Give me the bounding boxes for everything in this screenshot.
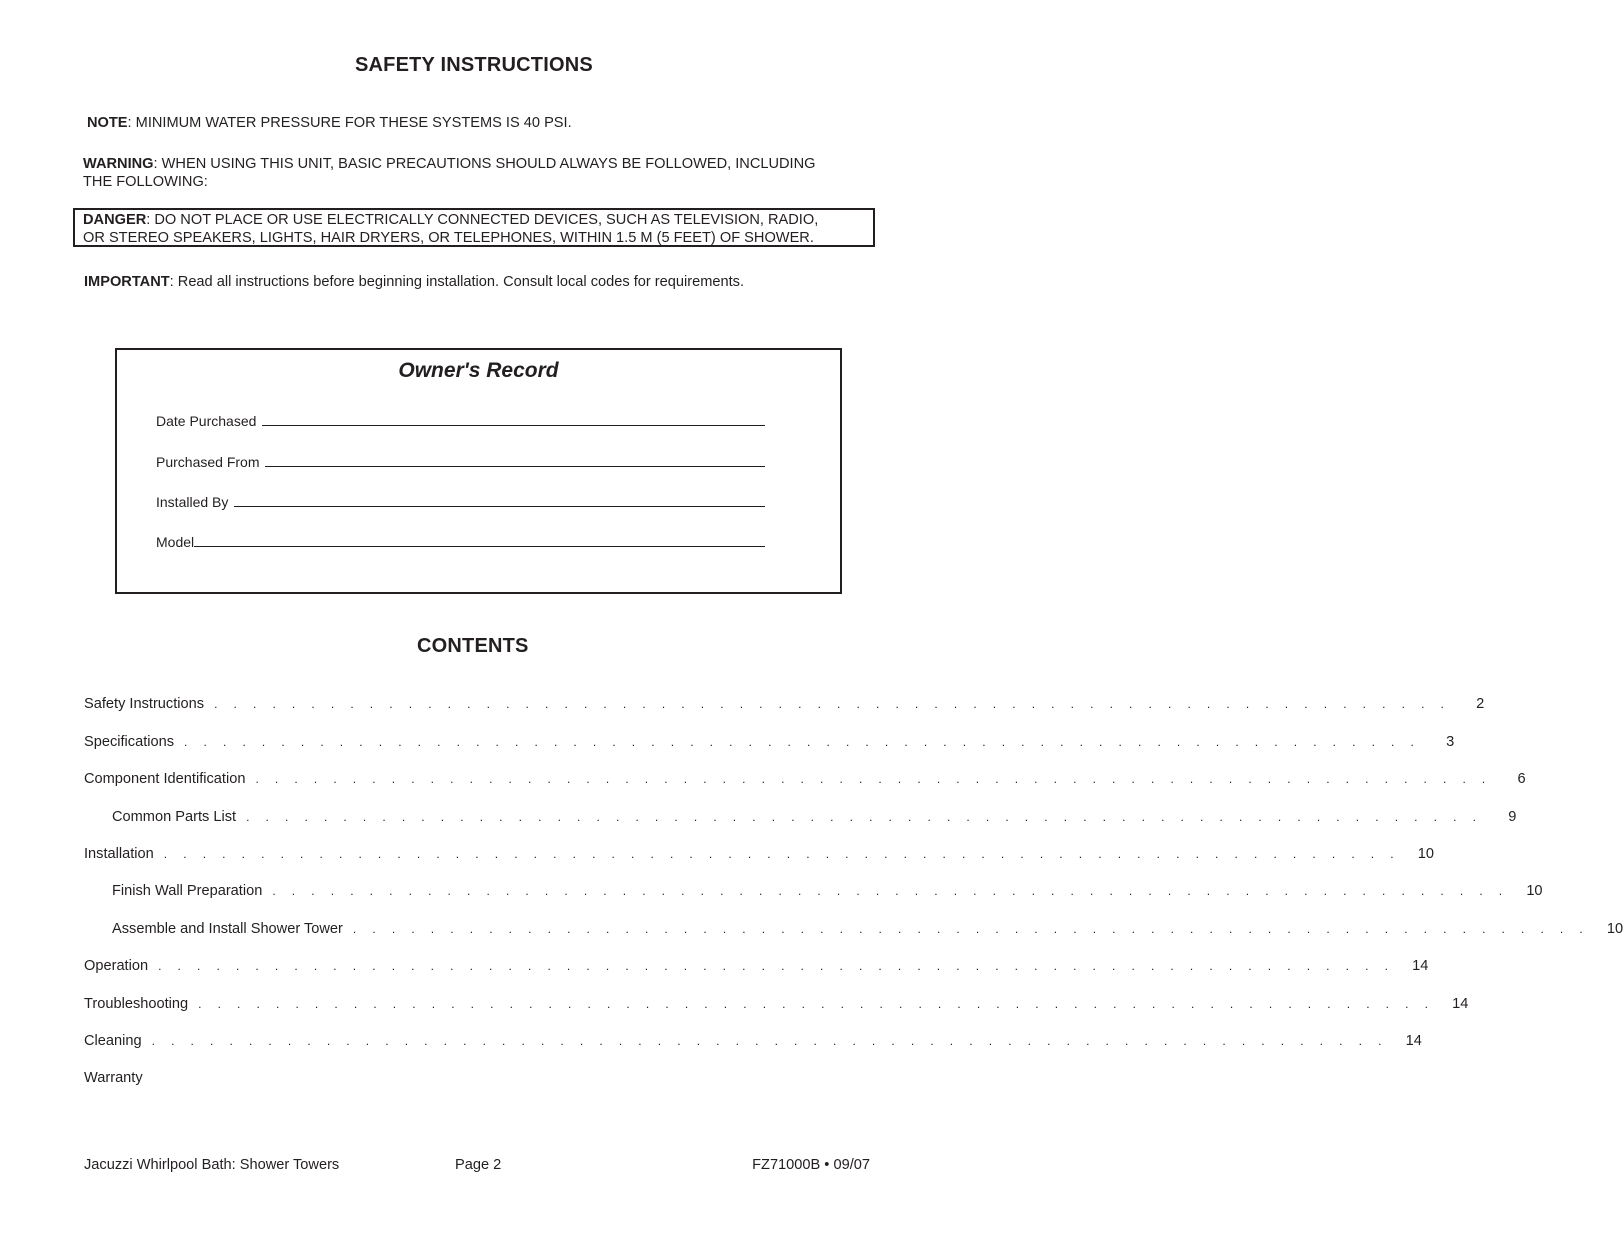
toc-label: Common Parts List: [112, 809, 237, 825]
toc-page: 6: [1517, 771, 1526, 787]
toc-item-cleaning[interactable]: [84, 1033, 1422, 1053]
toc-label: Assemble and Install Shower Tower: [112, 921, 343, 937]
contents-title: CONTENTS: [417, 635, 529, 657]
danger-line2: OR STEREO SPEAKERS, LIGHTS, HAIR DRYERS, OR TELEPHONES, WITHIN 1.5 M (5 FEET) OF SHOWER.: [83, 230, 814, 246]
danger-line1: : DO NOT PLACE OR USE ELECTRICALLY CONNECTED DEVICES, SUCH AS TELEVISION, RADIO,: [146, 212, 819, 228]
warning-line2: THE FOLLOWING:: [83, 174, 208, 190]
toc-leader-dots: . . . . . . . . . . . . . . . . . . . . . . . . . . . . . . . . . . . . . . . . . . . . . . . . . . . . . . . . . . . . . . . .: [246, 810, 1483, 824]
toc-item-specifications[interactable]: [84, 734, 1455, 754]
toc-item-warranty[interactable]: [84, 1070, 829, 1090]
safety-title: SAFETY INSTRUCTIONS: [355, 54, 593, 76]
installed-by-label: Installed By: [156, 494, 229, 510]
toc-item-component-identification[interactable]: [84, 771, 1526, 791]
toc-label: Safety Instructions: [84, 696, 205, 712]
toc-item-assemble-install-shower-tower[interactable]: [112, 921, 1623, 941]
owners-record-box: [115, 348, 842, 594]
toc-leader-dots: . . . . . . . . . . . . . . . . . . . . . . . . . . . . . . . . . . . . . . . . . . . . . . . . . . . . . . . . . . . . . . . .: [158, 959, 1395, 973]
toc-leader-dots: . . . . . . . . . . . . . . . . . . . . . . . . . . . . . . . . . . . . . . . . . . . . . . . . . . . . . . . . . . . . . . . .: [255, 772, 1492, 786]
purchased-from-line[interactable]: [265, 452, 765, 467]
toc-page: 10: [1606, 921, 1623, 937]
toc-label: Warranty: [84, 1070, 143, 1086]
toc-page: 3: [1446, 734, 1455, 750]
model-label: Model: [156, 534, 195, 550]
warning-label: WARNING: [83, 156, 154, 172]
owners-record-title: Owner's Record: [398, 359, 559, 382]
toc-item-troubleshooting[interactable]: [84, 996, 1469, 1016]
purchased-from-field[interactable]: [156, 452, 765, 470]
toc-label: Troubleshooting: [84, 996, 189, 1012]
note-text: : MINIMUM WATER PRESSURE FOR THESE SYSTEMS IS 40 PSI.: [127, 115, 572, 131]
date-purchased-field[interactable]: [156, 411, 765, 429]
footer-left: Jacuzzi Whirlpool Bath: Shower Towers: [84, 1157, 340, 1173]
toc-leader-dots: . . . . . . . . . . . . . . . . . . . . . . . . . . . . . . . . . . . . . . . . . . . . . . . . . . . . . . . . . . . . . . . .: [163, 847, 1400, 861]
toc-item-common-parts-list[interactable]: [112, 809, 1517, 829]
important-text: : Read all instructions before beginning installation. Consult local codes for requirements.: [169, 274, 745, 290]
toc-label: Specifications: [84, 734, 175, 750]
toc-label: Cleaning: [84, 1033, 142, 1049]
warning-line1: : WHEN USING THIS UNIT, BASIC PRECAUTIONS SHOULD ALWAYS BE FOLLOWED, INCLUDING: [153, 156, 816, 172]
toc-leader-dots: . . . . . . . . . . . . . . . . . . . . . . . . . . . . . . . . . . . . . . . . . . . . . . . . . . . . . . . . . . . . . . . .: [272, 884, 1509, 898]
toc-page: 10: [1417, 846, 1434, 862]
model-line[interactable]: [194, 532, 765, 547]
toc-page: 14: [1412, 958, 1429, 974]
toc-leader-dots: . . . . . . . . . . . . . . . . . . . . . . . . . . . . . . . . . . . . . . . . . . . . . . . . . . . . . . . . . . . . . . . .: [198, 997, 1435, 1011]
toc-leader-dots: . . . . . . . . . . . . . . . . . . . . . . . . . . . . . . . . . . . . . . . . . . . . . . . . . . . . . . . . . . . . . . . .: [151, 1034, 1388, 1048]
toc-item-safety-instructions[interactable]: [84, 696, 1485, 716]
important-paragraph: [84, 273, 744, 291]
toc-page: 9: [1508, 809, 1517, 825]
toc-label: Operation: [84, 958, 149, 974]
purchased-from-label: Purchased From: [156, 454, 260, 470]
danger-label: DANGER: [83, 212, 147, 228]
model-field[interactable]: [156, 532, 765, 550]
toc-item-installation[interactable]: [84, 846, 1434, 866]
note-paragraph: [87, 114, 572, 132]
installed-by-line[interactable]: [234, 492, 765, 507]
toc-item-finish-wall-preparation[interactable]: [112, 883, 1543, 903]
toc-leader-dots: . . . . . . . . . . . . . . . . . . . . . . . . . . . . . . . . . . . . . . . . . . . . . . . . . . . . . . . . . . . . . . . .: [352, 922, 1590, 936]
date-purchased-line[interactable]: [262, 411, 765, 426]
toc-label: Component Identification: [84, 771, 246, 787]
note-label: NOTE: [87, 115, 128, 131]
toc-page: 2: [1476, 696, 1485, 712]
toc-page: 14: [1405, 1033, 1422, 1049]
footer-page-number: Page 2: [455, 1157, 502, 1173]
date-purchased-label: Date Purchased: [156, 413, 257, 429]
toc-leader-dots: . . . . . . . . . . . . . . . . . . . . . . . . . . . . . . . . . . . . . . . . . . . . . . . . . . . . . . . . . . . . . . . .: [184, 735, 1421, 749]
toc-page: 10: [1526, 883, 1543, 899]
important-label: IMPORTANT: [84, 274, 170, 290]
danger-paragraph: [83, 211, 818, 247]
toc-label: Finish Wall Preparation: [112, 883, 263, 899]
toc-item-operation[interactable]: [84, 958, 1429, 978]
toc-label: Installation: [84, 846, 154, 862]
installed-by-field[interactable]: [156, 492, 765, 510]
toc-leader-dots: . . . . . . . . . . . . . . . . . . . . . . . . . . . . . . . . . . . . . . . . . . . . . . . . . . . . . . . . . . . . . . . .: [214, 697, 1451, 711]
toc-page: 14: [1452, 996, 1469, 1012]
warning-paragraph: [83, 155, 816, 191]
footer-doc-code: FZ71000B • 09/07: [752, 1157, 870, 1173]
